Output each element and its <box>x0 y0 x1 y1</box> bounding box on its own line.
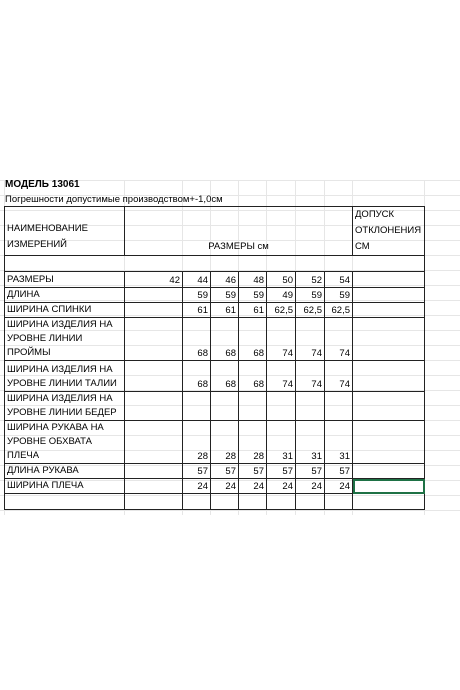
measurement-name-cell[interactable]: ШИРИНА ИЗДЕЛИЯ НА УРОВНЕ ЛИНИИ БЕДЕР <box>5 392 125 421</box>
table-header-row <box>5 207 425 256</box>
size-value-cell[interactable]: 59 <box>183 288 211 303</box>
size-value-cell[interactable]: 24 <box>296 479 325 494</box>
table-row <box>5 361 425 392</box>
size-value-cell[interactable] <box>125 464 183 479</box>
size-value-cell[interactable] <box>183 494 211 510</box>
table-row <box>5 494 425 510</box>
tolerance-cell[interactable] <box>353 421 425 464</box>
table-row <box>5 272 425 288</box>
size-value-cell[interactable]: 31 <box>296 421 325 464</box>
size-value-cell[interactable]: 54 <box>325 272 353 288</box>
size-value-cell[interactable]: 74 <box>267 361 296 392</box>
size-value-cell[interactable]: 24 <box>183 479 211 494</box>
size-value-cell[interactable]: 59 <box>239 288 267 303</box>
size-value-cell[interactable]: 57 <box>211 464 239 479</box>
size-value-cell[interactable]: 50 <box>267 272 296 288</box>
table-row <box>5 464 425 479</box>
measurement-name-cell[interactable] <box>5 494 125 510</box>
size-value-cell[interactable]: 24 <box>211 479 239 494</box>
size-value-cell[interactable]: 68 <box>239 361 267 392</box>
table-row <box>5 318 425 361</box>
size-value-cell[interactable] <box>125 288 183 303</box>
table-row <box>5 479 425 494</box>
table-row <box>5 392 425 421</box>
size-value-cell[interactable]: 59 <box>296 288 325 303</box>
tolerance-cell[interactable] <box>353 494 425 510</box>
size-value-cell[interactable]: 68 <box>183 361 211 392</box>
gridline <box>0 510 460 511</box>
size-value-cell[interactable]: 28 <box>211 421 239 464</box>
size-value-cell[interactable]: 49 <box>267 288 296 303</box>
size-value-cell[interactable] <box>125 361 183 392</box>
size-value-cell[interactable] <box>183 392 211 421</box>
size-value-cell[interactable]: 68 <box>183 318 211 361</box>
size-value-cell[interactable]: 68 <box>211 361 239 392</box>
size-value-cell[interactable]: 28 <box>183 421 211 464</box>
tolerance-cell[interactable] <box>353 303 425 318</box>
size-value-cell[interactable] <box>325 494 353 510</box>
size-value-cell[interactable] <box>125 494 183 510</box>
size-value-cell[interactable] <box>125 303 183 318</box>
size-value-cell[interactable]: 74 <box>325 318 353 361</box>
size-value-cell[interactable]: 31 <box>325 421 353 464</box>
tolerance-cell[interactable] <box>353 392 425 421</box>
size-value-cell[interactable] <box>296 494 325 510</box>
table-spacer-row <box>5 256 425 272</box>
table-row <box>5 303 425 318</box>
measurement-name-cell[interactable]: ШИРИНА РУКАВА НА УРОВНЕ ОБХВАТА ПЛЕЧА <box>5 421 125 464</box>
size-value-cell[interactable] <box>267 494 296 510</box>
size-value-cell[interactable]: 74 <box>296 361 325 392</box>
table-row <box>5 288 425 303</box>
size-value-cell[interactable] <box>125 318 183 361</box>
measurement-name-cell[interactable]: ШИРИНА ПЛЕЧА <box>5 479 125 494</box>
tolerance-cell[interactable] <box>353 272 425 288</box>
size-value-cell[interactable]: 44 <box>183 272 211 288</box>
measurements-table <box>4 206 425 510</box>
size-value-cell[interactable]: 52 <box>296 272 325 288</box>
tolerance-note: Погрешности допустимые производством+-1,0см <box>5 194 223 205</box>
model-title: МОДЕЛЬ 13061 <box>5 179 80 190</box>
size-value-cell[interactable] <box>125 421 183 464</box>
measurement-name-cell[interactable]: РАЗМЕРЫ <box>5 272 125 288</box>
spacer-cell[interactable] <box>5 256 425 272</box>
size-value-cell[interactable]: 62,5 <box>296 303 325 318</box>
size-value-cell[interactable]: 61 <box>183 303 211 318</box>
size-value-cell[interactable] <box>325 392 353 421</box>
size-value-cell[interactable]: 59 <box>211 288 239 303</box>
size-value-cell[interactable]: 57 <box>296 464 325 479</box>
tolerance-cell[interactable] <box>353 318 425 361</box>
size-value-cell[interactable]: 24 <box>267 479 296 494</box>
size-value-cell[interactable]: 62,5 <box>325 303 353 318</box>
size-value-cell[interactable] <box>125 392 183 421</box>
header-sizes[interactable]: РАЗМЕРЫ см <box>125 207 353 256</box>
size-value-cell[interactable] <box>125 479 183 494</box>
size-value-cell[interactable]: 48 <box>239 272 267 288</box>
tolerance-cell[interactable] <box>353 464 425 479</box>
size-value-cell[interactable] <box>211 494 239 510</box>
size-value-cell[interactable]: 74 <box>296 318 325 361</box>
size-value-cell[interactable]: 59 <box>325 288 353 303</box>
measurement-name-cell[interactable]: ШИРИНА ИЗДЕЛИЯ НА УРОВНЕ ЛИНИИ ТАЛИИ <box>5 361 125 392</box>
size-value-cell[interactable]: 68 <box>239 318 267 361</box>
measurement-name-cell[interactable]: ДЛИНА <box>5 288 125 303</box>
size-value-cell[interactable]: 62,5 <box>267 303 296 318</box>
size-value-cell[interactable] <box>239 392 267 421</box>
size-value-cell[interactable]: 68 <box>211 318 239 361</box>
size-value-cell[interactable]: 24 <box>325 479 353 494</box>
size-value-cell[interactable]: 46 <box>211 272 239 288</box>
size-value-cell[interactable] <box>211 392 239 421</box>
size-value-cell[interactable]: 74 <box>325 361 353 392</box>
size-value-cell[interactable]: 57 <box>239 464 267 479</box>
size-value-cell[interactable]: 57 <box>183 464 211 479</box>
tolerance-cell[interactable] <box>353 361 425 392</box>
size-value-cell[interactable]: 61 <box>239 303 267 318</box>
size-value-cell[interactable]: 61 <box>211 303 239 318</box>
measurement-name-cell[interactable]: ДЛИНА РУКАВА <box>5 464 125 479</box>
size-value-cell[interactable]: 31 <box>267 421 296 464</box>
header-measurement-name[interactable]: НАИМЕНОВАНИЕ ИЗМЕРЕНИЙ <box>5 207 125 256</box>
size-value-cell[interactable] <box>239 494 267 510</box>
size-value-cell[interactable]: 24 <box>239 479 267 494</box>
size-value-cell[interactable]: 42 <box>125 272 183 288</box>
tolerance-cell[interactable] <box>353 479 425 494</box>
size-value-cell[interactable] <box>296 392 325 421</box>
size-value-cell[interactable]: 28 <box>239 421 267 464</box>
size-value-cell[interactable] <box>267 392 296 421</box>
measurement-name-cell[interactable]: ШИРИНА ИЗДЕЛИЯ НА УРОВНЕ ЛИНИИ ПРОЙМЫ <box>5 318 125 361</box>
measurement-name-cell[interactable]: ШИРИНА СПИНКИ <box>5 303 125 318</box>
table-row <box>5 421 425 464</box>
size-value-cell[interactable]: 74 <box>267 318 296 361</box>
header-tolerance[interactable]: ДОПУСК ОТКЛОНЕНИЯ СМ <box>353 207 425 256</box>
size-value-cell[interactable]: 57 <box>325 464 353 479</box>
tolerance-cell[interactable] <box>353 288 425 303</box>
size-value-cell[interactable]: 57 <box>267 464 296 479</box>
